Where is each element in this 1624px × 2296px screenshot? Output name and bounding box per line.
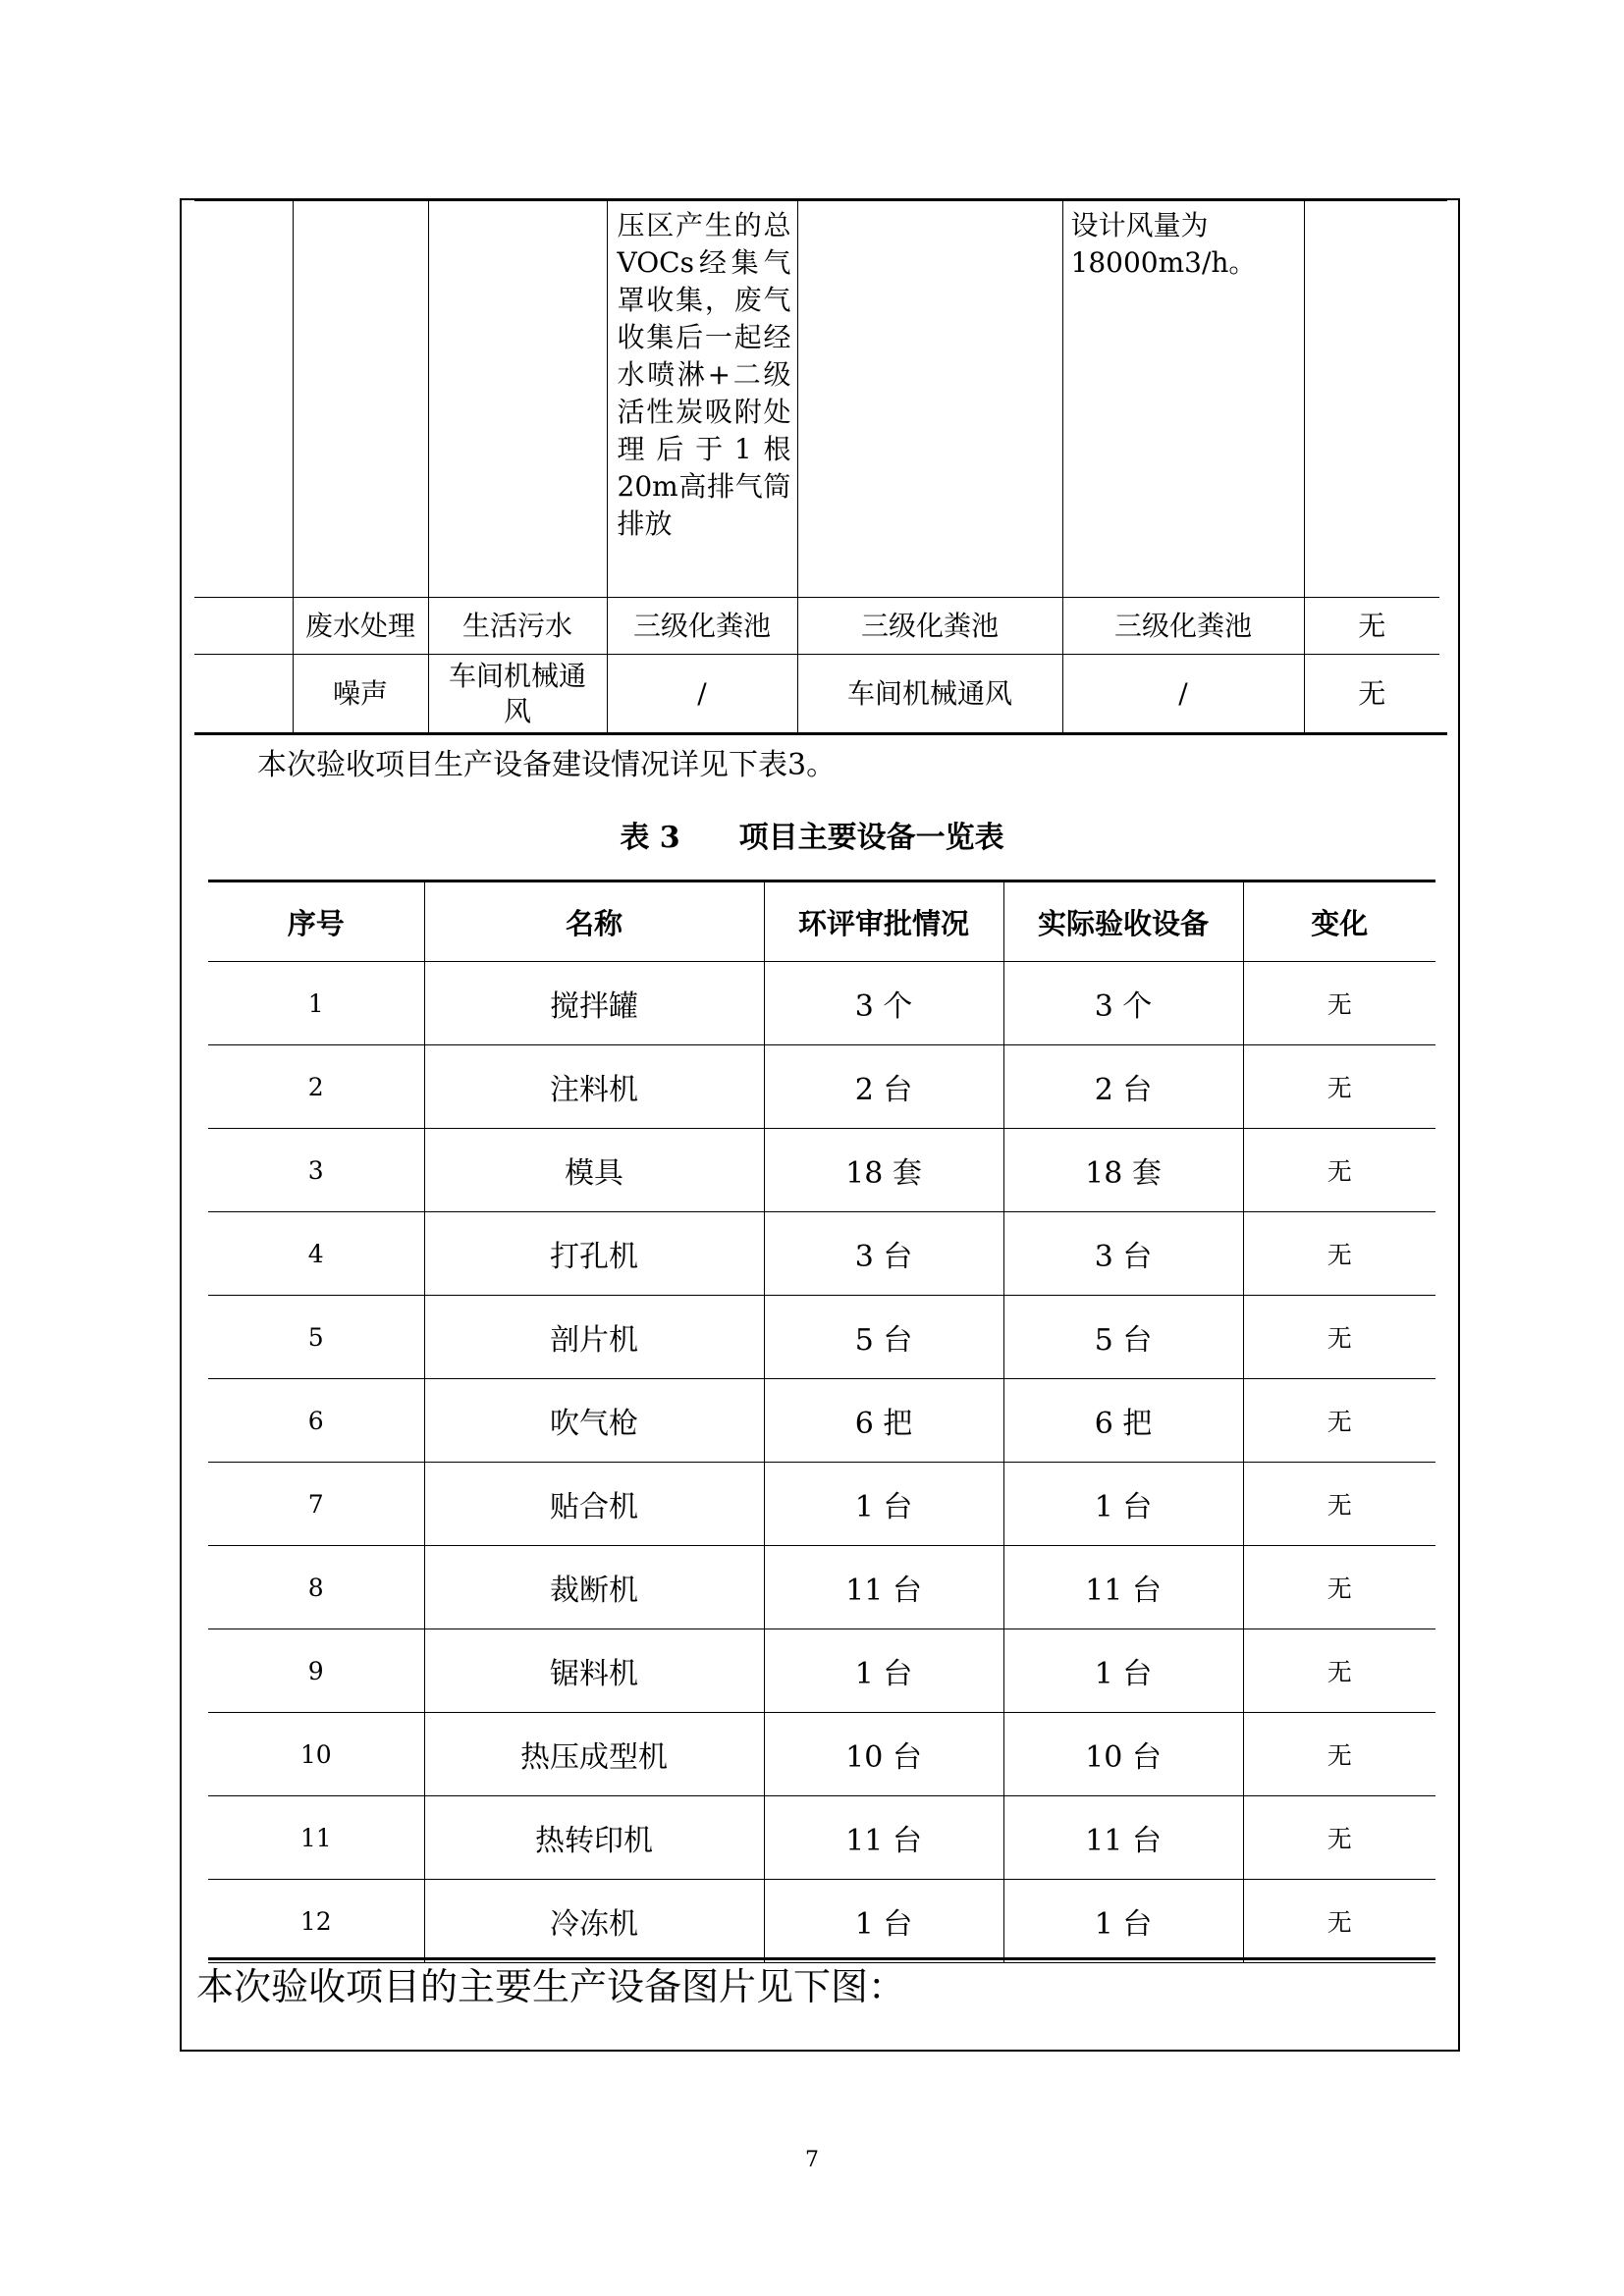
header-cell: 实际验收设备 xyxy=(1003,882,1243,962)
table-row xyxy=(208,1546,1435,1629)
table-cell: 车间机械通风 xyxy=(428,655,607,733)
table-cell: 11 xyxy=(208,1796,424,1880)
table-row xyxy=(194,598,1439,655)
table-row xyxy=(194,655,1439,733)
table-cell xyxy=(194,201,293,598)
table-cell xyxy=(797,201,1062,598)
table-cell: 1 台 xyxy=(764,1880,1003,1963)
table-row xyxy=(208,1880,1435,1963)
intro-paragraph: 本次验收项目生产设备建设情况详见下表3。 xyxy=(257,748,837,782)
table-cell: 三级化粪池 xyxy=(797,598,1062,655)
table-cell: 裁断机 xyxy=(424,1546,764,1629)
table-cell: 无 xyxy=(1243,1796,1435,1880)
table-cell: 车间机械通风 xyxy=(797,655,1062,733)
table-cell: 6 xyxy=(208,1379,424,1463)
table-cell: 生活污水 xyxy=(428,598,607,655)
table-cell: 6 把 xyxy=(1003,1379,1243,1463)
environmental-measures-table xyxy=(194,200,1439,733)
table-cell: 1 xyxy=(208,962,424,1045)
table3-caption: 表 3 项目主要设备一览表 xyxy=(620,821,1004,855)
table-cell: 11 台 xyxy=(764,1546,1003,1629)
table-cell: 无 xyxy=(1243,962,1435,1045)
table-cell: 注料机 xyxy=(424,1045,764,1129)
table-cell: 5 台 xyxy=(764,1296,1003,1379)
table-cell xyxy=(194,655,293,733)
table-cell: 剖片机 xyxy=(424,1296,764,1379)
table-cell: 1 台 xyxy=(1003,1463,1243,1546)
table-cell: 冷冻机 xyxy=(424,1880,764,1963)
table-cell: 贴合机 xyxy=(424,1463,764,1546)
header-cell: 名称 xyxy=(424,882,764,962)
table-row xyxy=(208,1796,1435,1880)
table-cell: 无 xyxy=(1243,1129,1435,1212)
table-cell: 2 台 xyxy=(764,1045,1003,1129)
table-cell: 无 xyxy=(1243,1045,1435,1129)
table-row xyxy=(208,1129,1435,1212)
table-cell: 8 xyxy=(208,1546,424,1629)
table-cell: 5 xyxy=(208,1296,424,1379)
table-cell: 打孔机 xyxy=(424,1212,764,1296)
table-cell xyxy=(428,201,607,598)
table-cell: 6 把 xyxy=(764,1379,1003,1463)
closing-paragraph: 本次验收项目的主要生产设备图片见下图： xyxy=(196,1965,906,2008)
table-cell xyxy=(194,598,293,655)
table-cell: 1 台 xyxy=(1003,1629,1243,1713)
table-cell: 9 xyxy=(208,1629,424,1713)
table-cell: 废水处理 xyxy=(293,598,428,655)
table-header-row xyxy=(208,882,1435,962)
table-cell: 无 xyxy=(1243,1629,1435,1713)
table-cell: 吹气枪 xyxy=(424,1379,764,1463)
table-row xyxy=(208,1629,1435,1713)
table-cell: 热转印机 xyxy=(424,1796,764,1880)
table-row xyxy=(208,1296,1435,1379)
table-cell: 7 xyxy=(208,1463,424,1546)
table-cell xyxy=(293,201,428,598)
table-cell: 2 台 xyxy=(1003,1045,1243,1129)
table-cell: 无 xyxy=(1243,1713,1435,1796)
table-cell: 无 xyxy=(1243,1379,1435,1463)
table-cell: 10 台 xyxy=(1003,1713,1243,1796)
table-cell: 4 xyxy=(208,1212,424,1296)
table-cell: 12 xyxy=(208,1880,424,1963)
table-cell: 11 台 xyxy=(1003,1796,1243,1880)
table-cell: 11 台 xyxy=(764,1796,1003,1880)
table-cell: 3 台 xyxy=(1003,1212,1243,1296)
table-cell: 10 xyxy=(208,1713,424,1796)
table-cell: 三级化粪池 xyxy=(607,598,797,655)
table3-bottom-rule xyxy=(208,1957,1435,1960)
table-row xyxy=(194,201,1439,598)
table-cell: 1 台 xyxy=(1003,1880,1243,1963)
table-cell: 11 台 xyxy=(1003,1546,1243,1629)
table-cell: 噪声 xyxy=(293,655,428,733)
table-cell: 3 xyxy=(208,1129,424,1212)
table-cell: 搅拌罐 xyxy=(424,962,764,1045)
measure-description-cell: 压区产生的总VOCs经集气罩收集，废气收集后一起经水喷淋+二级活性炭吸附处理后于1根20m高排气筒排放 xyxy=(607,201,797,598)
table-cell: 无 xyxy=(1243,1296,1435,1379)
table-cell: 锯料机 xyxy=(424,1629,764,1713)
table-cell: 5 台 xyxy=(1003,1296,1243,1379)
table-cell: / xyxy=(607,655,797,733)
table-cell: 2 xyxy=(208,1045,424,1129)
table-cell: 三级化粪池 xyxy=(1062,598,1304,655)
table-cell: 无 xyxy=(1243,1463,1435,1546)
table-cell: 18 套 xyxy=(1003,1129,1243,1212)
table-cell: 18 套 xyxy=(764,1129,1003,1212)
header-cell: 环评审批情况 xyxy=(764,882,1003,962)
table-cell: 无 xyxy=(1243,1212,1435,1296)
actual-description-cell: 设计风量为18000m3/h。 xyxy=(1062,201,1304,598)
table-cell: 3 台 xyxy=(764,1212,1003,1296)
table-cell: / xyxy=(1062,655,1304,733)
table-cell: 热压成型机 xyxy=(424,1713,764,1796)
table-cell: 3 个 xyxy=(1003,962,1243,1045)
table-cell: 无 xyxy=(1243,1546,1435,1629)
table-cell: 无 xyxy=(1304,655,1439,733)
top-table-bottom-rule xyxy=(194,732,1447,735)
table-cell: 无 xyxy=(1304,598,1439,655)
table-row xyxy=(208,1379,1435,1463)
table-cell: 无 xyxy=(1243,1880,1435,1963)
table-cell xyxy=(1304,201,1439,598)
header-cell: 变化 xyxy=(1243,882,1435,962)
table-cell: 3 个 xyxy=(764,962,1003,1045)
table-row xyxy=(208,1045,1435,1129)
equipment-table xyxy=(208,881,1435,1963)
page-number: 7 xyxy=(805,2148,819,2172)
table-row xyxy=(208,962,1435,1045)
table-row xyxy=(208,1212,1435,1296)
table-cell: 10 台 xyxy=(764,1713,1003,1796)
table-cell: 1 台 xyxy=(764,1463,1003,1546)
table-cell: 1 台 xyxy=(764,1629,1003,1713)
header-cell: 序号 xyxy=(208,882,424,962)
table-cell: 模具 xyxy=(424,1129,764,1212)
table-row xyxy=(208,1463,1435,1546)
table-row xyxy=(208,1713,1435,1796)
